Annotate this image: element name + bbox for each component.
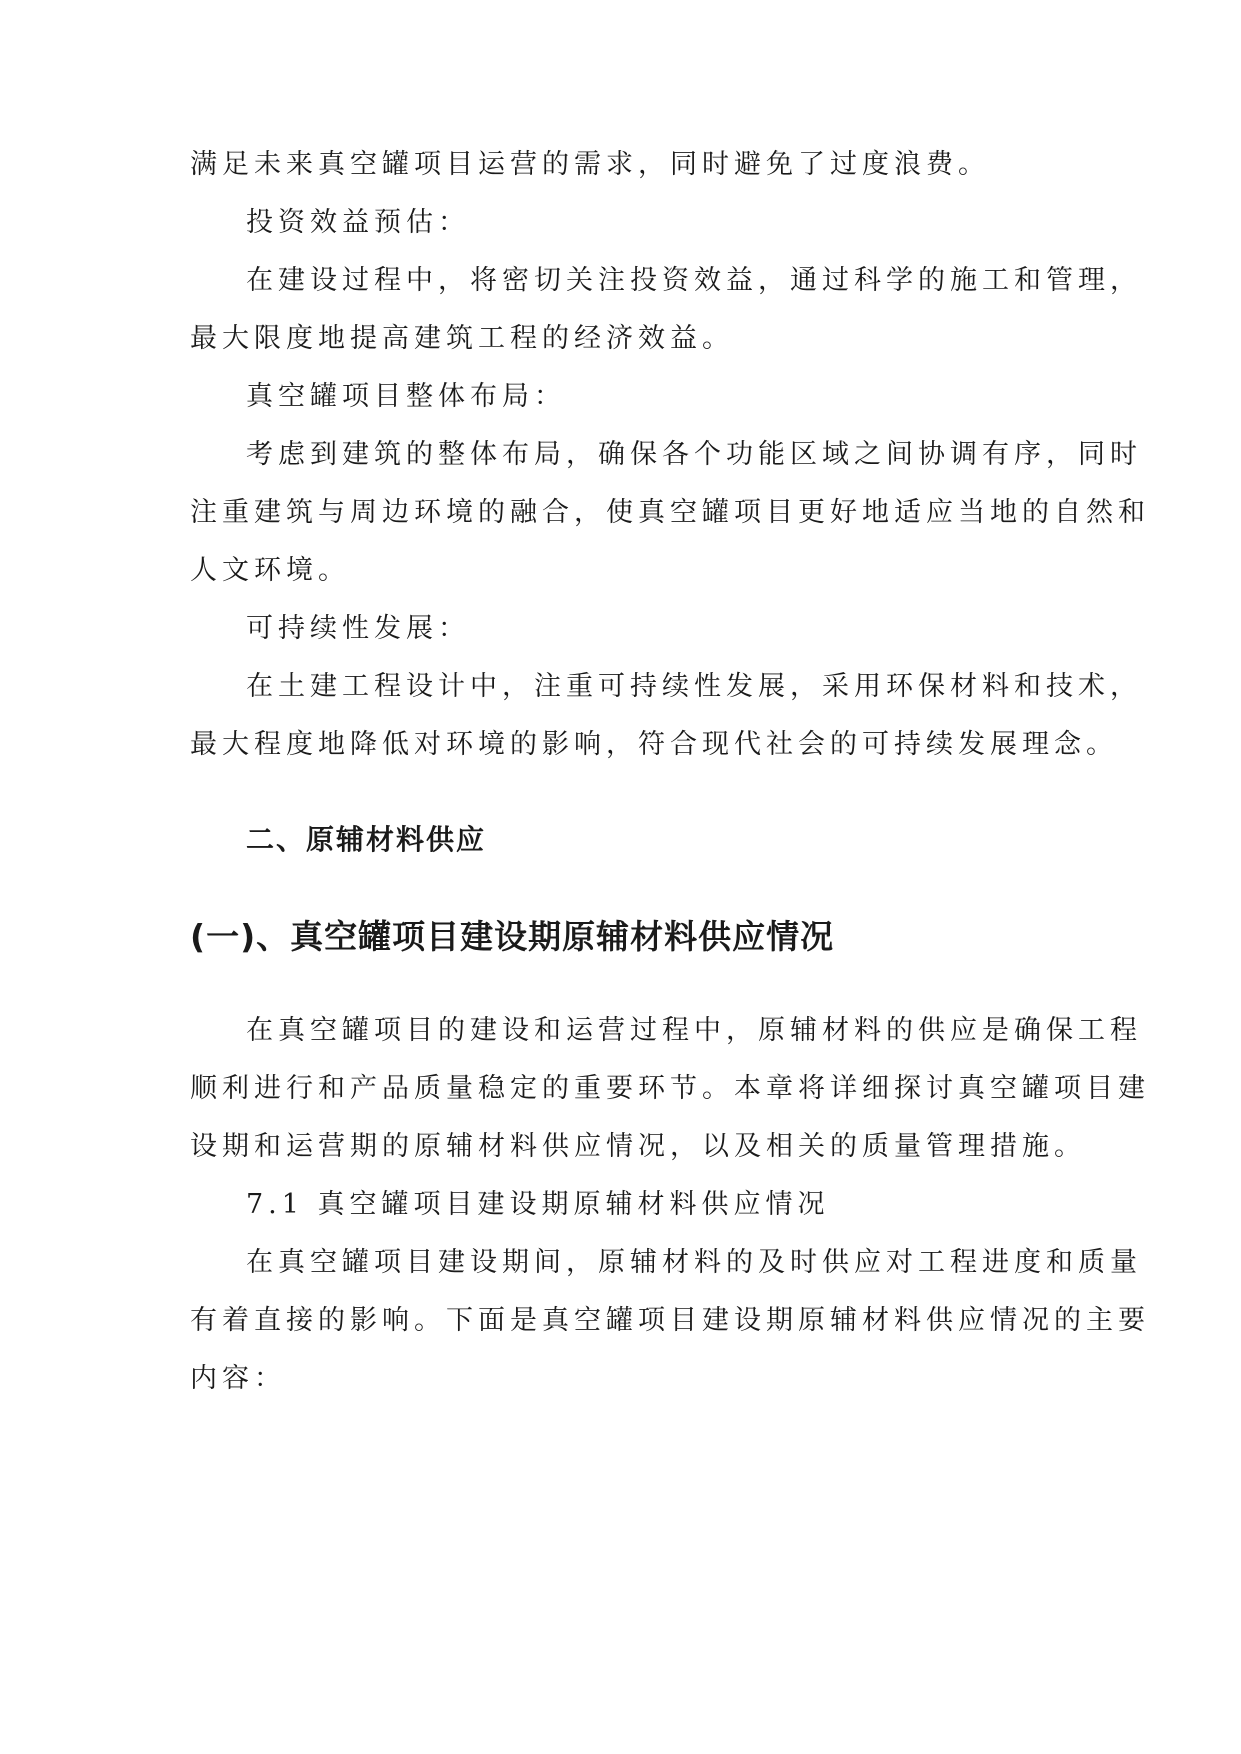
paragraph-line: 人文环境。 [190,555,350,586]
paragraph-label: 投资效益预估： [246,207,470,238]
paragraph-label: 可持续性发展： [246,613,470,644]
paragraph-line: 顺利进行和产品质量稳定的重要环节。本章将详细探讨真空罐项目建 [190,1073,1150,1104]
paragraph-line: 内容： [190,1363,286,1394]
subsection-title: 7.1 真空罐项目建设期原辅材料供应情况 [246,1189,830,1220]
paragraph-line: 在建设过程中，将密切关注投资效益，通过科学的施工和管理， [246,265,1142,296]
paragraph-line: 考虑到建筑的整体布局，确保各个功能区域之间协调有序，同时 [246,439,1142,470]
paragraph-label: 真空罐项目整体布局： [246,381,566,412]
paragraph-line: 满足未来真空罐项目运营的需求，同时避免了过度浪费。 [190,149,990,180]
paragraph-line: 最大限度地提高建筑工程的经济效益。 [190,323,734,354]
paragraph-line: 设期和运营期的原辅材料供应情况，以及相关的质量管理措施。 [190,1131,1086,1162]
section-heading: 二、原辅材料供应 [246,823,487,856]
subsection-heading: (一)、真空罐项目建设期原辅材料供应情况 [190,917,835,956]
paragraph-line: 最大程度地降低对环境的影响，符合现代社会的可持续发展理念。 [190,729,1118,760]
paragraph-line: 注重建筑与周边环境的融合，使真空罐项目更好地适应当地的自然和 [190,497,1150,528]
paragraph-line: 在真空罐项目建设期间，原辅材料的及时供应对工程进度和质量 [246,1247,1142,1278]
paragraph-line: 有着直接的影响。下面是真空罐项目建设期原辅材料供应情况的主要 [190,1305,1150,1336]
paragraph-line: 在真空罐项目的建设和运营过程中，原辅材料的供应是确保工程 [246,1015,1142,1046]
paragraph-line: 在土建工程设计中，注重可持续性发展，采用环保材料和技术， [246,671,1142,702]
